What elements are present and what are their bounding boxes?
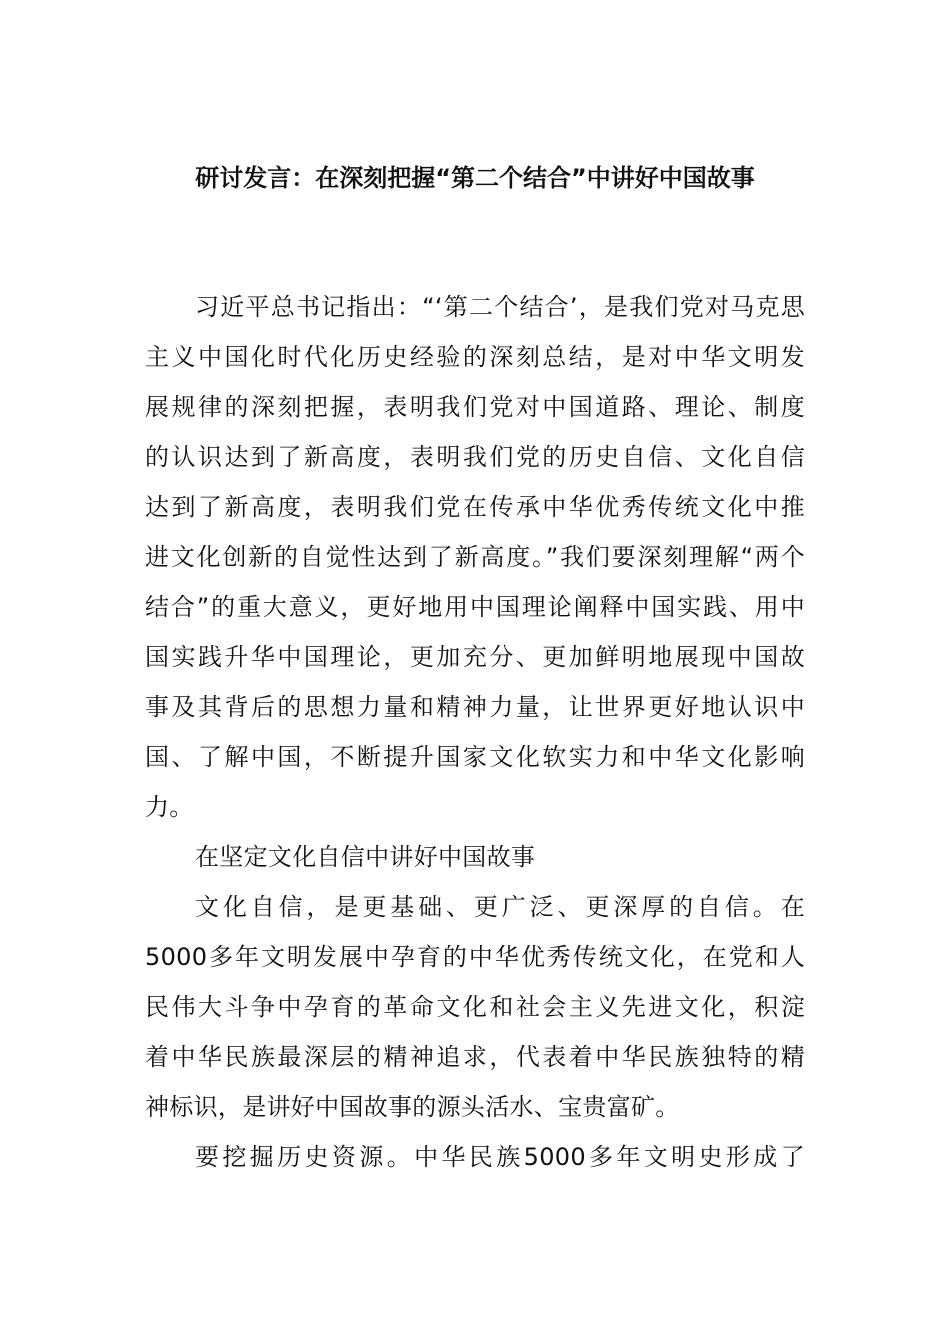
paragraph-1-line-7: 结合”的重大意义，更好地用中国理论阐释中国实践、用中 [145,593,805,621]
paragraph-2-line-5: 神标识，是讲好中国故事的源头活水、宝贵富矿。 [145,1093,680,1121]
paragraph-1-line-5: 达到了新高度，表明我们党在传承中华优秀传统文化中推 [145,493,805,521]
paragraph-1-line-6: 进文化创新的自觉性达到了新高度。”我们要深刻理解“两个 [145,543,805,571]
paragraph-2-line-1: 文化自信，是更基础、更广泛、更深厚的自信。在 [195,893,805,921]
paragraph-2-line-4: 着中华民族最深层的精神追求，代表着中华民族独特的精 [145,1043,805,1071]
paragraph-1-line-1: 习近平总书记指出：“‘第二个结合’，是我们党对马克思 [195,293,805,321]
section-heading: 在坚定文化自信中讲好中国故事 [195,843,536,871]
document-body [145,282,805,1182]
paragraph-1-line-3: 展规律的深刻把握，表明我们党对中国道路、理论、制度 [145,393,805,421]
paragraph-1-line-8: 国实践升华中国理论，更加充分、更加鲜明地展现中国故 [145,643,805,671]
paragraph-3-line-1: 要挖掘历史资源。中华民族5000多年文明史形成了 [195,1143,805,1171]
paragraph-1-line-10: 国、了解中国，不断提升国家文化软实力和中华文化影响 [145,743,805,771]
paragraph-2-line-2: 5000多年文明发展中孕育的中华优秀传统文化，在党和人 [145,943,805,971]
paragraph-2-line-3: 民伟大斗争中孕育的革命文化和社会主义先进文化，积淀 [145,993,805,1021]
paragraph-1-line-11: 力。 [145,793,194,821]
document-title: 研讨发言：在深刻把握“第二个结合”中讲好中国故事 [195,164,755,192]
paragraph-1-line-9: 事及其背后的思想力量和精神力量，让世界更好地认识中 [145,693,805,721]
paragraph-1-line-2: 主义中国化时代化历史经验的深刻总结，是对中华文明发 [145,343,805,371]
paragraph-1-line-4: 的认识达到了新高度，表明我们党的历史自信、文化自信 [145,443,805,471]
